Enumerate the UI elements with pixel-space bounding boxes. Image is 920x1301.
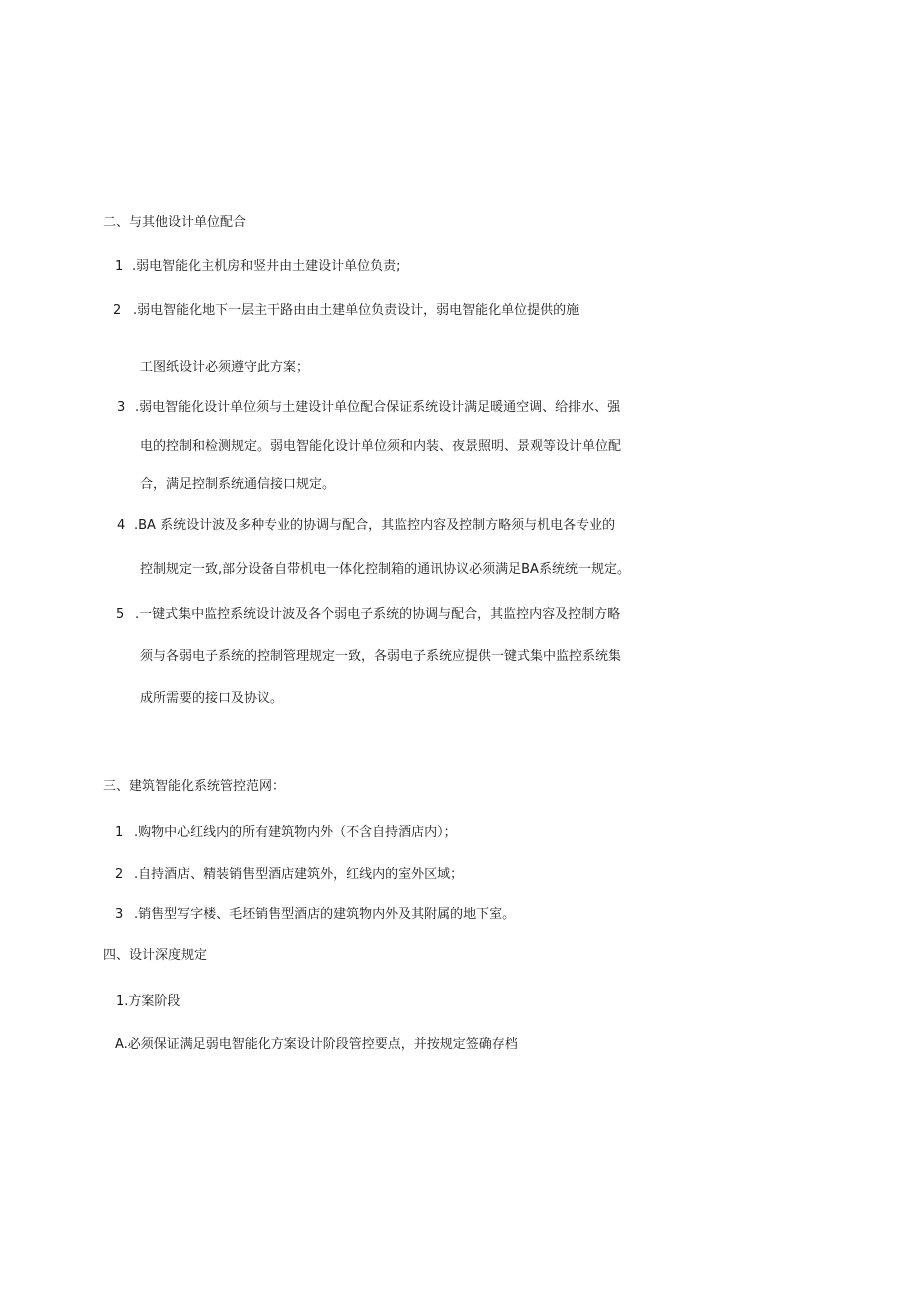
- list-number: 1: [115, 825, 124, 840]
- section-heading: 四、设计深度规定: [103, 948, 208, 963]
- list-item-text: .销售型写字楼、毛坯销售型酒店的建筑物内外及其附属的地下室。: [134, 907, 516, 922]
- list-item-text: .弱电智能化地下一层主干路由由土建单位负责设计，弱电智能化单位提供的施: [133, 303, 580, 318]
- list-number: 3: [115, 907, 124, 922]
- list-number: 4: [117, 518, 126, 533]
- list-item-text: .一键式集中监控系统设计波及各个弱电子系统的协调与配合，其监控内容及控制方略: [135, 607, 621, 622]
- list-item-text: 合，满足控制系统通信接口规定。: [140, 477, 336, 492]
- list-item-text: 控制规定一致,部分设备自带机电一体化控制箱的通讯协议必须满足BA系统统一规定。: [140, 562, 630, 577]
- list-item-text: 成所需要的接口及协议。: [140, 691, 284, 706]
- list-item-text: 须与各弱电子系统的控制管理规定一致，各弱电子系统应提供一键式集中监控系统集: [140, 649, 622, 664]
- list-number: 5: [116, 607, 125, 622]
- list-number: 2: [113, 303, 122, 318]
- list-item-text: .弱电智能化设计单位须与土建设计单位配合保证系统设计满足暖通空调、给排水、强: [135, 400, 621, 415]
- subsection-heading: 1.方案阶段: [116, 994, 181, 1009]
- list-item-text: .BA 系统设计波及多种专业的协调与配合，其监控内容及控制方略须与机电各专业的: [134, 518, 616, 533]
- paragraph-text: A.必须保证满足弱电智能化方案设计阶段管控要点，并按规定签确存档: [115, 1037, 518, 1052]
- list-item-text: .弱电智能化主机房和竖井由土建设计单位负责;: [132, 259, 401, 274]
- section-heading: 三、建筑智能化系统管控范网：: [103, 779, 286, 794]
- list-number: 3: [117, 400, 126, 415]
- list-item-text: 工图纸设计必须遵守此方案；: [140, 360, 310, 375]
- list-number: 2: [115, 867, 124, 882]
- list-number: 1: [115, 259, 124, 274]
- list-item-text: .购物中心红线内的所有建筑物内外（不含自持酒店内）；: [134, 825, 457, 840]
- list-item-text: 电的控制和检测规定。弱电智能化设计单位须和内装、夜景照明、景观等设计单位配: [140, 439, 622, 454]
- section-heading: 二、与其他设计单位配合: [103, 215, 247, 230]
- list-item-text: .自持酒店、精装销售型酒店建筑外，红线内的室外区域；: [134, 867, 464, 882]
